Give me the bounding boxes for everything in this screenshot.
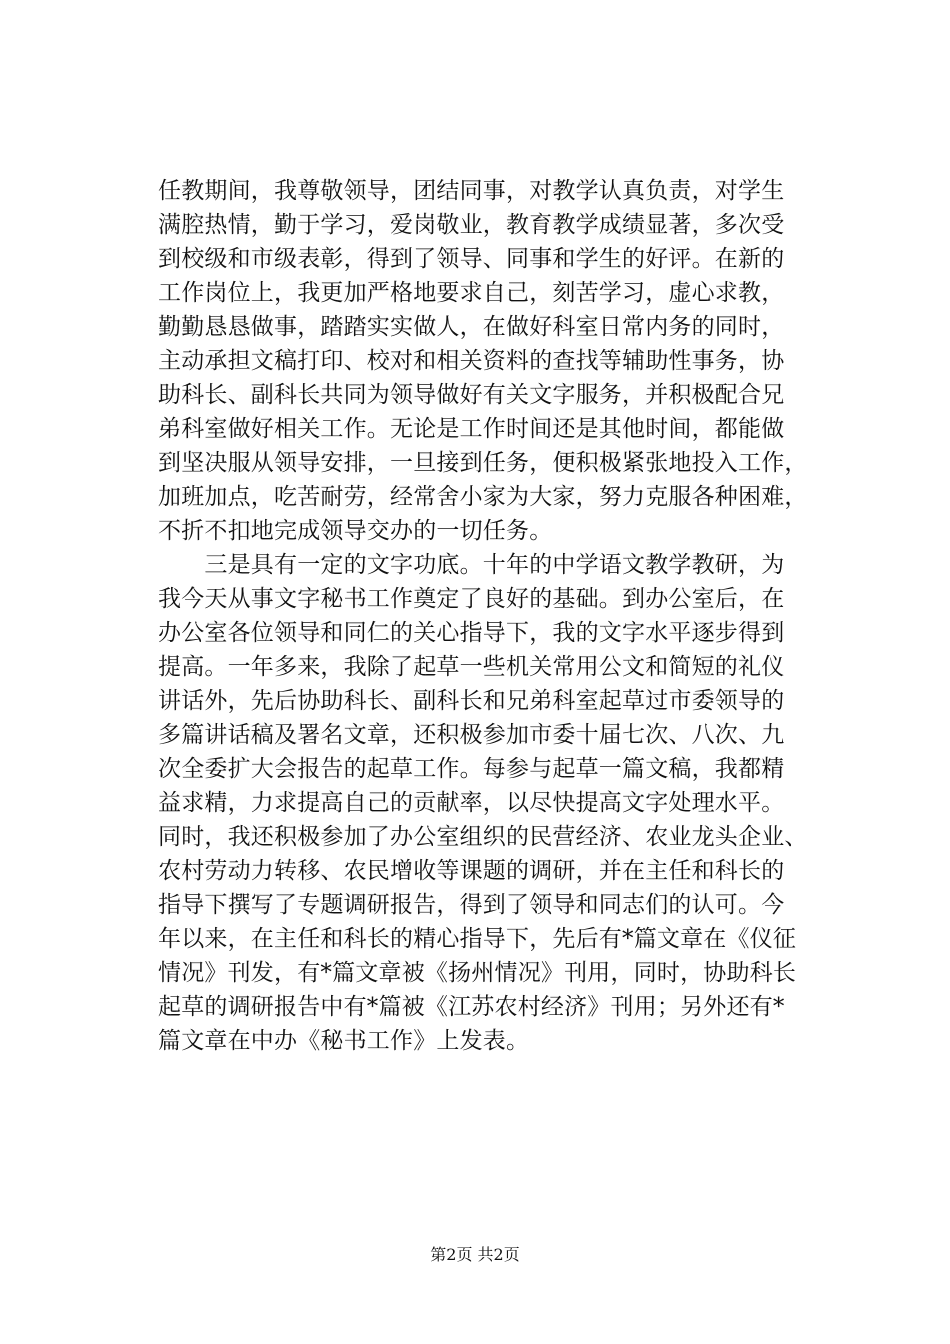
text-line: 到校级和市级表彰，得到了领导、同事和学生的好评。在新的 xyxy=(158,246,785,272)
text-line: 加班加点，吃苦耐劳，经常舍小家为大家，努力克服各种困难， xyxy=(158,484,808,510)
text-line: 勤勤恳恳做事，踏踏实实做人，在做好科室日常内务的同时， xyxy=(158,314,785,340)
text-line: 提高。一年多来，我除了起草一些机关常用公文和简短的礼仪 xyxy=(158,654,785,680)
text-line: 任教期间，我尊敬领导，团结同事，对教学认真负责，对学生 xyxy=(158,178,785,204)
text-line: 弟科室做好相关工作。无论是工作时间还是其他时间，都能做 xyxy=(158,416,785,442)
text-line: 年以来，在主任和科长的精心指导下，先后有*篇文章在《仪征 xyxy=(158,926,797,952)
page-number-footer: 第2页 共2页 xyxy=(430,1245,520,1264)
body-text xyxy=(158,174,838,1058)
text-line: 篇文章在中办《秘书工作》上发表。 xyxy=(158,1028,530,1054)
text-line: 助科长、副科长共同为领导做好有关文字服务，并积极配合兄 xyxy=(158,382,785,408)
text-line: 我今天从事文字秘书工作奠定了良好的基础。到办公室后，在 xyxy=(158,586,785,612)
text-line: 不折不扣地完成领导交办的一切任务。 xyxy=(158,518,553,544)
text-line: 讲话外，先后协助科长、副科长和兄弟科室起草过市委领导的 xyxy=(158,688,785,714)
text-line: 满腔热情，勤于学习，爱岗敬业，教育教学成绩显著，多次受 xyxy=(158,212,785,238)
text-line: 指导下撰写了专题调研报告，得到了领导和同志们的认可。今 xyxy=(158,892,785,918)
text-line: 办公室各位领导和同仁的关心指导下，我的文字水平逐步得到 xyxy=(158,620,785,646)
text-line: 工作岗位上，我更加严格地要求自己，刻苦学习，虚心求教， xyxy=(158,280,785,306)
text-line: 农村劳动力转移、农民增收等课题的调研，并在主任和科长的 xyxy=(158,858,785,884)
text-line: 多篇讲话稿及署名文章，还积极参加市委十届七次、八次、九 xyxy=(158,722,785,748)
text-line: 三是具有一定的文字功底。十年的中学语文教学教研，为 xyxy=(158,552,785,578)
text-line: 同时，我还积极参加了办公室组织的民营经济、农业龙头企业、 xyxy=(158,824,808,850)
text-line: 到坚决服从领导安排，一旦接到任务，便积极紧张地投入工作， xyxy=(158,450,808,476)
text-line: 主动承担文稿打印、校对和相关资料的查找等辅助性事务，协 xyxy=(158,348,785,374)
text-line: 益求精，力求提高自己的贡献率，以尽快提高文字处理水平。 xyxy=(158,790,785,816)
text-line: 情况》刊发，有*篇文章被《扬州情况》刊用，同时，协助科长 xyxy=(158,960,797,986)
text-line: 次全委扩大会报告的起草工作。每参与起草一篇文稿，我都精 xyxy=(158,756,785,782)
text-line: 起草的调研报告中有*篇被《江苏农村经济》刊用；另外还有* xyxy=(158,994,785,1020)
